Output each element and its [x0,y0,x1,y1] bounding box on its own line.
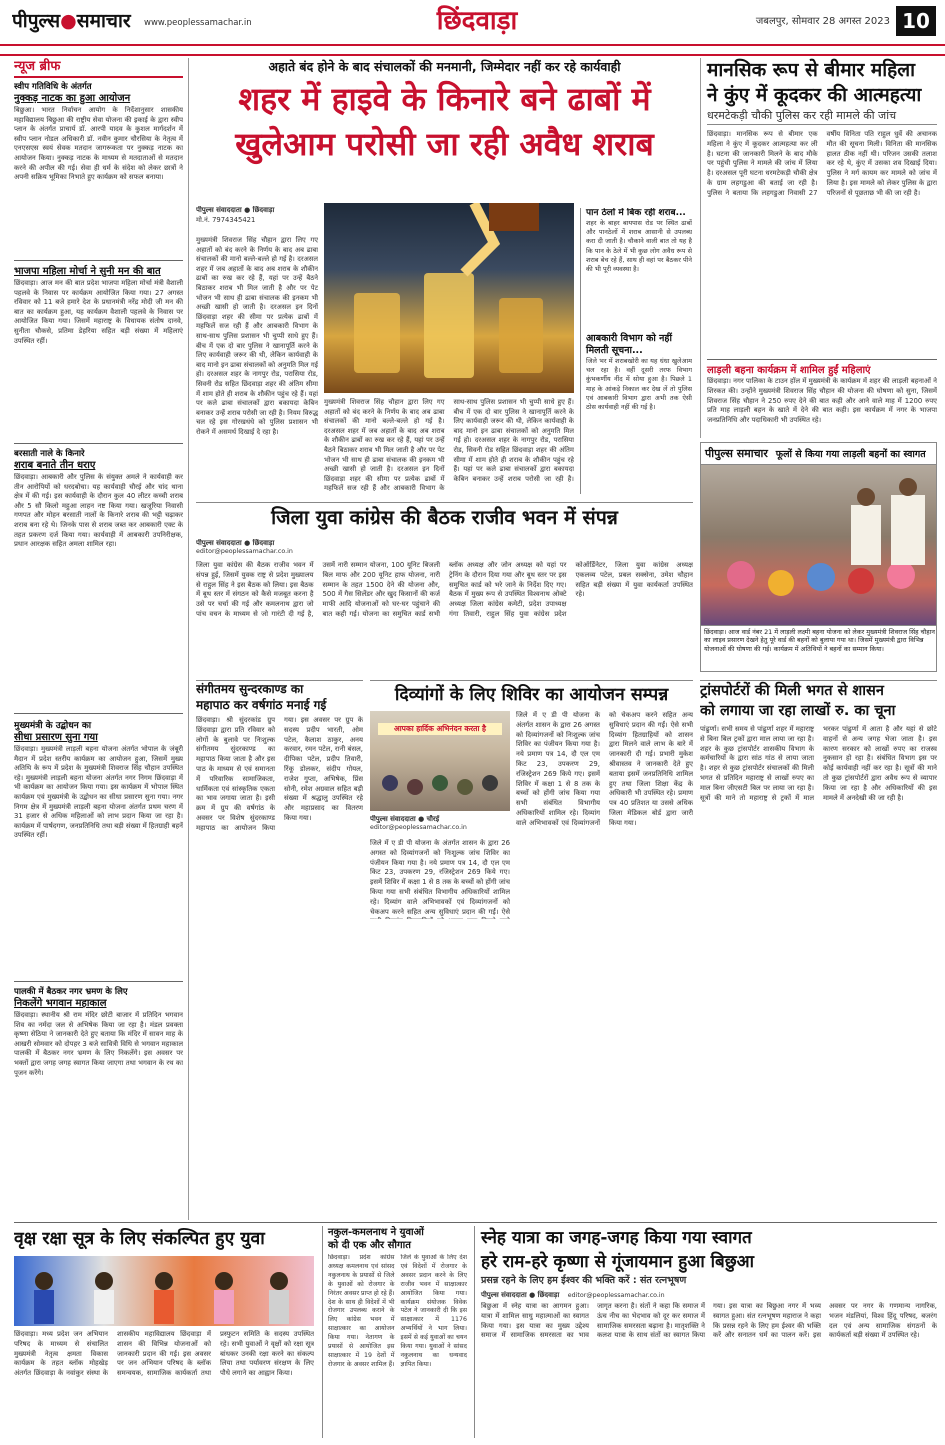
brief-body: छिंदवाड़ा। मुख्यमंत्री लाड़ली बहना योजना अंतर्गत भोपाल के जंबूरी मैदान में प्रदेश स्तरीय कार्यक्रम का आयोजन हुआ, जिसमें मुख्य अतिथि के रूप में प्रदेश के मुख्यमंत्री शिवराज सिंह चौहान उपस्थित रहे। मुख्यमंत्री लाड़ली बहना योजना अंतर्गत नगर निगम छिंदवाड़ा में भी कार्यक्रम का आयोजन किया गया। इस कार्यक्रम में भोपाल स्थित कार्यक्रम एवं मुख्यमंत्री के उद्बोधन का सीधा प्रसारण सुना गया। नगर निगम क्षेत्र में मुख्यमंत्री लाड़ली बहना योजना अंतर्गत प्रथम चरण में 31 हजार से अधिक महिलाओं को लाभ प्रदान किया जा रहा है। कार्यक्रम में पार्षदगण, जनप्रतिनिधि तथा बड़ी संख्या में हितग्राही बहनें उपस्थित रहीं। [14,745,183,840]
lead-title-2: खुलेआम परोसी जा रही अवैध शराब [235,125,654,163]
lead-body-left: मुख्यमंत्री शिवराज सिंह चौहान द्वारा लिए गए अहातों को बंद करने के निर्णय के बाद अब ढाबा संचालकों की मानो बल्ले-बल्ले हो गई है। दरअसल शहर में जब अहातों के बाद अब शराब के शौकीन ढाबों का रुख कर रहे हैं, यहां पर उन्हें बैठने बिठाकर शराब भी मिल जाती है और पर पेट भोजन भी साथ ही ढाबा संचालक की इनकम भी अच्छी खासी हो जाती है। दरअसल इन दिनों छिंदवाड़ा शहर की सीमा पर प्रत्येक ढाबों में महफिलें सज रही हैं और आबकारी विभाग के साथ-साथ पुलिस प्रशासन भी चुप्पी साधे हुए हैं। बीच में एक दो बार पुलिस ने खानापूर्ति करने के लिए कार्यवाही जरूर की थी, लेकिन कार्यवाही के बाद मानो इन ढाबा संचालकों को अनुमति मिल गई हो। दरअसल शहर के नागपुर रोड, परासिया रोड, सिवनी रोड सहित छिंदवाड़ा शहर की अंतिम सीमा में शाम होते ही शराब के शौकीन पहुंच रहे हैं। यहां पर कले ढाबा संचालकों द्वारा बकायदा केबिन बनाकर उन्हें शराब परोसी जा रही है। नियम विरुद्ध चल रहे इस गोरखधंधे को पुलिस प्रशासन भी रोकने में असमर्थ दिखाई दे रहा है। [196,236,318,436]
divyang-story [370,680,693,920]
tree-photo [14,1256,314,1326]
sidebox-title-1: पान ठेलों में बिक रही शराब... [586,208,686,218]
city: छिंदवाड़ा [537,1291,560,1299]
brief-kicker: स्वीप गतिविधि के अंतर्गत [14,82,92,92]
brief-body: छिंदवाड़ा। आज मन की बात प्रदेश भाजपा महिला मोर्चा मंत्री वैशाली पहलवे के निवास पर कार्यक्रम आयोजित किया गया। 27 अगस्त रविवार को 11 बजे हमारे देश के प्रधानमंत्री नरेंद्र मोदी जी मन की बात का कार्यक्रम हुआ, यह कार्यक्रम वैशाली पहलवे के निवास पर आयोजित किया गया। जिसमें महाराष्ट्र के विधायक संतोष दानवे, सुनीता चौकसे, प्रतिमा डेहरिया सहित बड़ी संख्या में महिलाएं उपस्थित रहीं। [14,279,183,345]
email[interactable]: editor@peoplessamachar.co.in [196,548,293,555]
audience-illustration [370,711,510,811]
brief-title: सीधा प्रसारण सुना गया [14,732,98,743]
congress-body: जिला युवा कांग्रेस की बैठक राजीव भवन में संपन्न हुई, जिसमें युवक राष्ट्र से प्रदेश मुख्यालय से राहुल सिंह ने इस बैठक को लिया। इस बैठक में बूथ स्तर में संगठन को कैसे मजबूत करना है उसे पर चर्चा की गई और कमलनाथ द्वारा जो पांच वचन के माध्यम से जो गारंटी दी गई है, उसमें नारी सम्मान योजना, 100 यूनिट बिजली बिल माफ और 200 यूनिट हाफ योजना, नारी सम्मान के तहत 1500 देने की योजना और, 500 में गैस सिलेंडर और खुद किसानों की कर्ज माफी आदि योजनाओं को घर-घर पहुंचाने की बात कही गई। योजना का समुचित कार्ड सभी ब्लॉक अध्यक्ष और जोन अध्यक्ष को यहां पर ट्रेनिंग के दौरान दिया गया और बूथ स्तर पर इस समुचित कार्ड को भरे जाने के निर्देश दिए गए। बैठक में मुख्य रूप से उपस्थित विश्वनाथ ओक्टे अध्यक्ष जिला कांग्रेस कमेटी, प्रदेश उपाध्यक्ष गंगा तिवारी, राहुल सिंह युवा कांग्रेस प्रदेश कोऑर्डिनेटर, जिला युवा कांग्रेस अध्यक्ष एकलव्य पटेल, प्रबल सक्सेना, उमेश चौहान सहित बड़ी संख्या में युवा कार्यकर्ता उपस्थित रहे। [196,561,693,618]
sneh-subhead: प्रसन्न रहने के लिए हम ईश्वर की भक्ति करें : संत रत्नभूषण [481,1275,687,1286]
city-title: छिंदवाड़ा [436,6,518,36]
transport-title-1: ट्रांसपोर्टरों की मिली भगत से शासन [700,683,884,699]
masthead-rule [0,44,945,46]
divyang-byline: पीपुल्स संवाददाता ● चौरई editor@peoplessamachar.co.in [370,815,510,837]
suicide-subhead: धरमटेकड़ी चौकी पुलिस कर रही मामले की जांच [707,108,937,125]
reporter: पीपुल्स संवाददाता [481,1291,527,1299]
nakul-body: छिंदवाड़ा। प्रदेश कांग्रेस अध्यक्ष कमलनाथ एवं सांसद नकुलनाथ के प्रयासों से जिले के युवाओं को रोजगार के निरंतर अवसर प्राप्त हो रहे हैं। देश के साथ ही विदेशों में भी रोजगार उपलब्ध कराने के लिए कांग्रेस भवन में साक्षात्कार का आयोजन किया गया। नेतागण के प्रयासों से आयोजित इस साक्षात्कार में 19 देशों में रोजगार के अवसर शामिल हैं। जिले के युवाओं के लिए देश एवं विदेशों में रोजगार के अवसर प्रदान करने के लिए राजीव भवन में साक्षात्कार आयोजित किया गया। कार्यक्रम संयोजक विवेक पटेल ने जानकारी दी कि इस साक्षात्कार में 1176 अभ्यर्थियों ने भाग लिया। इसमें से कई युवाओं का चयन किया गया। युवाओं ने सांसद नकुलनाथ का धन्यवाद ज्ञापित किया। [328,1254,467,1368]
congress-title: जिला युवा कांग्रेस की बैठक राजीव भवन में संपन्न [271,506,618,529]
lead-kicker: अहाते बंद होने के बाद संचालकों की मनमानी, जिम्मेदार नहीं कर रहे कार्यवाही [268,59,621,74]
divider [14,260,183,261]
liquor-glass-illustration [324,203,574,393]
tree-body: छिंदवाड़ा। मध्य प्रदेश जन अभियान परिषद के माध्यम से संचालित मुख्यमंत्री नेतृत्व क्षमता विकास कार्यक्रम के तहत ब्लॉक मोहखेड़ अंतर्गत छिंदवाड़ा के नवांकुर संस्था के शासकीय महाविद्यालय छिंदवाड़ा में शासन की विभिन्न योजनाओं को जानकारी प्रदान की गई। इस अवसर पर जन अभियान परिषद के ब्लॉक समन्वयक, सामाजिक कार्यकर्ता तथा प्रस्फुटन समिति के सदस्य उपस्थित रहे। सभी युवाओं ने वृक्षों को रक्षा सूत्र बांधकर उनकी रक्षा करने का संकल्प लिया तथा पर्यावरण संरक्षण के लिए पौधे लगाने का आह्वान किया। [14,1330,314,1378]
nakul-story [322,1226,467,1438]
reporter: पीपुल्स संवाददाता [196,539,242,547]
email[interactable]: editor@peoplessamachar.co.in [567,1292,665,1299]
sneh-title-2: हरे राम-हरे कृष्णा से गूंजायमान हुआ बिछुआ [481,1252,755,1272]
city: चौरई [426,815,440,823]
brief-kicker: मुख्यमंत्री के उद्बोधन का [14,721,92,731]
photo-caption: छिंदवाड़ा। आज वार्ड नंबर 21 में लाड़ली लक्ष्मी बहना योजना को लेकर मुख्यमंत्री शिवराज सिंह चौहान का लाइव प्रसारण देखने हेतु पूरे वार्ड की बहनों को बुलाया गया था। जिसमें मुख्यमंत्री द्वारा विभिन्न योजनाओं की घोषणा की गई। कार्यक्रम में अतिथियों ने बहनों का सम्मान किया। [701,625,937,671]
city: छिंदवाड़ा [252,539,275,547]
city: छिंदवाड़ा [252,206,275,214]
brief-title: नुक्कड़ नाटक का हुआ आयोजन [14,93,131,104]
nakul-title-2: को दी एक और सौगात [328,1240,411,1251]
divider [14,713,183,714]
brief-item [14,986,183,1211]
sneh-body: बिछुआ में स्नेह यात्रा का आगमन हुआ। यात्रा में शामिल साधु महात्माओं का स्वागत किया गया। इस यात्रा का मुख्य उद्देश्य समाज में सामाजिक समरसता का भाव जागृत करना है। संतों ने कहा कि समाज में ऊंच नीच का भेदभाव को दूर कर समाज में सामाजिक समरसता बढ़ाना है। मातृशक्ति ने कलश यात्रा के साथ संतों का स्वागत किया गया। इस यात्रा का बिछुआ नगर में भव्य स्वागत हुआ। संत रत्नभूषण महाराज ने कहा कि प्रसन्न रहने के लिए हम ईश्वर की भक्ति करें और सनातन धर्म का पालन करें। इस अवसर पर नगर के गणमान्य नागरिक, भजन मंडलियां, विश्व हिंदू परिषद, बजरंग दल एवं अन्य सामाजिक संगठनों के कार्यकर्ता बड़ी संख्या में उपस्थित रहे। [481,1302,937,1340]
nakul-title-1: नकुल-कमलनाथ ने युवाओं [328,1227,424,1238]
divyang-body-left: जिले में ए डी पी योजना के अंतर्गत शासन के द्वारा 26 अगस्त को दिव्यांगजनों को निःशुल्क जांच शिविर का पंजीयन किया गया है। नये प्रमाण पत्र 14, दौ एल एम किट 23, उपकरण 29, रजिस्ट्रेशन 269 किये गए। इसमें शिविर में कक्षा 1 से 8 तक के बच्चों को होंगी जांच किया गया सभी संबंधित विभागीय अधिकारियों शामिल रहे। दिव्यांग वाले अभिभावकों एवं दिव्यांगजनों को चेकअप करने सहित अन्य सुविधाएं प्रदान की गईं। ऐसे [370,839,510,916]
lead-byline-box [196,206,316,230]
brief-body: छिंदवाड़ा। स्थानीय श्री राम मंदिर छोटी बाजार में प्रतिदिन भगवान शिव का नर्मदा जल से अभिषेक किया जा रहा है। मंडल प्रवक्ता कृष्णा सेठिया ने जानकारी देते हुए बताया कि मंदिर में सावन माह के आखरी सोमवार को दोपहर 3 बजे सावित्री विधि से भगवान महाकाल पालकी में बैठकर नगर भ्रमण के लिए निकलेंगे। इस अवसर पर भक्तों द्वारा जगह जगह स्वागत किया जाएगा तथा भगवान के रथ का पूजन करेंगे। [14,1011,183,1077]
photo-story-header [701,443,937,465]
brief-body: बिछुआ। भारत निर्वाचन आयोग के निर्देशानुसार शासकीय महाविद्यालय बिछुआ की राष्ट्रीय सेवा योजना की इकाई के द्वारा स्वीप प्लान के अंतर्गत प्राचार्य डॉ. आरपी यादव के कुशल मार्गदर्शन में स्वीप प्लान नोडल अधिकारी डॉ. नवीन कुमार चौरसिया के नेतृत्व में एनएसएस स्वयं सेवक मतदान जागरूकता पर नुक्कड़ नाटक का आयोजन किया। नुक्कड़ नाटक के माध्यम से मतदाताओं से मतदान करने की अपील की गई। सेवा ही धर्म के संदेश को लेकर छात्रों ने अपनी सक्रिय भूमिका निभाते हुए कार्यक्रम को सफल बनाया। [14,106,183,182]
congress-byline: पीपुल्स संवाददाता ● छिंदवाड़ा editor@peoplessamachar.co.in [196,539,316,559]
masthead [0,0,945,56]
crowd-illustration [701,465,937,625]
photo-story [700,442,937,672]
banner-text: आपका हार्दिक अभिनंदन करता है [378,723,502,735]
sidebox-body-1: शहर के बाहर बायपास रोड पर स्थित ढाबों और पानठेलों में शराब आसानी से उपलब्ध करा दी जाती है। चौकाने वाली बात तो यह है कि पान के ठेले में भी कुछ लोग अवैध रूप से शराब बेच रहे हैं, साथ ही वहां पर बैठकर पीने की भी पूरी व्यवस्था है। [586,219,692,274]
brief-body: छिंदवाड़ा। आबकारी और पुलिस के संयुक्त अमले ने कार्यवाही कर तीन आरोपियों को धरदबोचा। यह कार्यवाही चौरई और चांद थाना क्षेत्र में की गई। इस कार्यवाही के दौरान कुल 40 लीटर कच्ची शराब और 5 सौ किलो महुआ लाहन नष्ट किया गया। खजूरिया निवासी गणपत और मोहन बरसाती नालों के किनारे शराब की भट्टी चढ़ाकर शराब बना रहे थे। जिनके पास से शराब जब्त कर आबकारी एक्ट के तहत प्रकरण दर्ज किया गया। कार्यवाही में आबकारी उपनिरीक्षक, प्रधान आरक्षक सहित अमला शामिल रहा। [14,473,183,549]
brand-logo [12,6,142,36]
sidebox-title-2: आबकारी विभाग को नहीं मिलती सूचना... [586,333,672,356]
lead-photo [324,203,574,393]
sundarkand-body: छिंदवाड़ा। श्री सुंदरकांड ग्रुप छिंदवाड़ा द्वारा प्रति रविवार को लोगों के बुलावे पर निःशुल्क संगीतमय सुंदरकाण्ड का महापाठ किया जाता है और इस पाठ के माध्यम से एवं समानता में परिवारिक सामाजिकता, धार्मिकता एवं सांस्कृतिक एकता का भाव जगाया जाता है। इसी क्रम में ग्रुप की वर्षगांठ के अवसर पर विशेष सुंदरकाण्ड महापाठ का आयोजन किया गया। इस अवसर पर ग्रुप के सदस्य प्रदीप भारती, ओम पटेल, कैलाश ठाकुर, अनय करवार, रमन पटेल, रानी बंसल, दीपिका पटेल, प्रदीप तिवारी, रिंकू डोलकर, संदीप गोयल, राजेश गुप्ता, अभिषेक, प्रिंस सोनी, रमेश अग्रवाल सहित बड़ी संख्या में श्रद्धालु उपस्थित रहे और महाप्रसाद का वितरण किया गया। [196,716,363,832]
sidebox [580,208,692,494]
brief-kicker: पालकी में बैठकर नगर भ्रमण के लिए [14,987,128,997]
divyang-body-right: जिले में ए डी पी योजना के अंतर्गत शासन के द्वारा 26 अगस्त को दिव्यांगजनों को निःशुल्क जांच शिविर का पंजीयन किया गया है। नये प्रमाण पत्र 14, दौ एल एम किट 23, उपकरण 29, रजिस्ट्रेशन 269 किये गए। इसमें शिविर में कक्षा 1 से 8 तक के बच्चों को होंगी जांच किया गया सभी संबंधित विभागीय अधिकारियों शामिल रहे। दिव्यांग वाले अभिभावकों एवं दिव्यांगजनों को चेकअप करने सहित अन्य सुविधाएं प्रदान की गईं। ऐसे सभी दिव्यांग हितग्राहियों को शासन द्वारा मिलने वाले लाभ के बारे में जानकारी दी गई। प्रभारी मुकेश श्रीवास्तव ने जानकारी देते हुए बताया इसमें जनप्रतिनिधि शामिल हुए तथा जिला शिक्षा केंद्र के अधिकारी भी उपस्थित रहे। प्रमाण पत्र 40 प्रतिशत या उससे अधिक जिला मेडिकल बोर्ड द्वारा जारी किया गया। [516,711,693,827]
dateline: जबलपुर, सोमवार 28 अगस्त 2023 [755,16,890,27]
transport-body: पांढुर्णा। सभी समय से पांढुर्णा शहर में महाराष्ट्र से बिना बिल ट्रकों द्वारा माल लाया जा रहा है। शहर के कुछ ट्रांसपोर्टर शासकीय विभाग के कर्मचारियों के द्वारा सांठ गांठ से लाया जाता है। शहर से कुछ ट्रांसपोर्टर संचालकों की मिली भगत से प्रतिदिन महाराष्ट्र से लाखों रुपए का माल बिना जीएसटी बिल पर लाया जा रहा है। सूत्रों की माने तो महाराष्ट्र से ट्रकों में माल भरकर पांढुर्णा में आता है और यहां से छोटे वाहनों से अन्य जगह भेजा जाता है। इस कारण सरकार को लाखों रुपए का राजस्व नुकसान हो रहा है। संबंधित विभाग इस पर कोई कार्यवाही नहीं कर रहा है। सूत्रों की माने तो कुछ ट्रांसपोर्टरों द्वारा अवैध रूप से व्यापार किया जा रहा है और अधिकारियों की इस मामले में अनदेखी की जा रही है। [700,725,937,802]
sneh-story [474,1226,937,1438]
reporter: पीपुल्स संवाददाता [196,206,242,214]
brand-name-2: समाचार [76,10,131,32]
congress-story [196,502,693,674]
divider [707,359,937,360]
transport-title-2: को लगाया जा रहा लाखों रु. का चूना [700,703,896,719]
sidebox-body-2: जिले भर में शराबखोरी का यह धंधा खुलेआम चल रहा है। वहीं दूसरी तरफ विभाग कुंभकर्णीय नींद में सोया हुआ है। पिछले 1 माह के आंकड़े निकाल कर देख लें तो पुलिस एवं आबकारी विभाग द्वारा अभी तक ऐसी ठोस कार्यवाही नहीं की गई है। [586,357,692,412]
brand-dot: ● [60,10,77,32]
brand-name: पीपुल्स [12,10,61,32]
suicide-body: छिंदवाड़ा। मानसिक रूप से बीमार एक महिला ने कुंए में कूदकर आत्महत्या कर ली है। घटना की जानकारी मिलने के बाद मौके पर पहुंची पुलिस ने मामले की जांच में लिया है। दरअसल पूरी घटना धरमटेकड़ी चौकी क्षेत्र के ग्राम लहगडुआ की बताई जा रही है। पुलिस ने बताया कि लहगडुआ निवासी 27 वर्षीय विनिता पति राहुल धुर्वे की अचानक मौत की सूचना मिली। विनिता की मानसिक हालत ठीक नहीं थी। परिजन उसकी तलाश कर रहे थे, कुंए में उसका शव दिखाई दिया। पुलिस ने मर्ग कायम कर मामले को जांच में लिया है। इस मामले को लेकर पुलिस के द्वारा परिजनों से पूछताछ भी की जा रही है। [707,130,937,197]
suicide-story [700,58,937,438]
news-brief-column [14,58,189,1220]
brief-title: शराब बनाते तीन धराए [14,460,96,471]
page-number: 10 [896,6,936,36]
tree-title: वृक्ष रक्षा सूत्र के लिए संकल्पित हुए युवा [14,1229,265,1249]
group-illustration [14,1256,314,1326]
divyang-photo [370,711,510,811]
lead-story [196,58,693,498]
suicide-title-2: ने कुंए में कूदकर की आत्महत्या [707,84,922,106]
tree-story [14,1226,314,1438]
brand-tag: पीपुल्स समाचार [705,447,768,460]
section-rule [14,1222,937,1223]
brief-title: निकलेंगे भगवान महाकाल [14,998,107,1009]
sundarkand-story [196,680,363,916]
brief-item [14,718,183,977]
lead-title-1: शहर में हाइवे के किनारे बने ढाबों में [238,80,651,118]
reporter: पीपुल्स संवाददाता [370,815,416,823]
photo-story-title: फूलों से किया गया लाड़ली बहनों का स्वागत [775,449,926,460]
email[interactable]: editor@peoplessamachar.co.in [370,824,467,831]
mobile: मो.नं. 7974345421 [196,216,256,224]
brief-title: भाजपा महिला मोर्चा ने सुनी मन की बात [14,266,161,277]
divyang-title: दिव्यांगों के लिए शिविर का आयोजन सम्पन्न [394,685,669,705]
brief-item [14,448,183,709]
sneh-byline: पीपुल्स संवाददाता ● छिंदवाड़ा editor@peoplessamachar.co.in [481,1291,665,1299]
lead-body-bottom: मुख्यमंत्री शिवराज सिंह चौहान द्वारा लिए गए अहातों को बंद करने के निर्णय के बाद अब ढाबा संचालकों की मानो बल्ले-बल्ले हो गई है। दरअसल शहर में जब अहातों के बाद अब शराब के शौकीन ढाबों का रुख कर रहे हैं, यहां पर उन्हें बैठने बिठाकर शराब भी मिल जाती है और पर पेट भोजन भी साथ ही ढाबा संचालक की इनकम भी अच्छी खासी हो जाती है। दरअसल इन दिनों छिंदवाड़ा शहर की सीमा पर प्रत्येक ढाबों में महफिलें सज रही हैं और आबकारी विभाग के साथ-साथ पुलिस प्रशासन भी चुप्पी साधे हुए हैं। बीच में एक दो बार पुलिस ने खानापूर्ति करने के लिए कार्यवाही जरूर की थी, लेकिन कार्यवाही के बाद मानो इन ढाबा संचालकों को अनुमति मिल गई हो। दरअसल शहर के नागपुर रोड, परासिया रोड, सिवनी रोड सहित छिंदवाड़ा शहर की अंतिम सीमा में शाम होते ही शराब के शौकीन पहुंच रहे हैं। यहां पर कले ढाबा संचालकों द्वारा बकायदा केबिन बनाकर उन्हें शराब परोसी जा रही है। [324,398,574,493]
sneh-title: स्नेह यात्रा का जगह-जगह किया गया स्वागत [481,1228,752,1248]
lead-byline: पीपुल्स संवाददाता ● छिंदवाड़ा [196,206,275,214]
brief-kicker: बरसाती नाले के किनारे [14,449,85,459]
ladli-photo [701,465,937,625]
ladli-brief-body: छिंदवाड़ा। नगर पालिका के टाउन हॉल में मुख्यमंत्री के कार्यक्रम में शहर की लाड़ली बहनाओं ने शिरकत की। उन्होंने मुख्यमंत्री शिवराज सिंह चौहान की योजना की घोषणा को सुना, जिसमें शिवराज सिंह चौहान ने 250 रुपए देने की बात कही और आने वाले माह में 1200 रुपए प्रति माह लाड़ली बहन के खाते में देने की बात कही। इस कार्यक्रम में नगर के भाजपा जनप्रतिनिधि और पदाधिकारी भी उपस्थित रहे। [707,377,937,425]
news-brief-label: न्यूज ब्रीफ [14,58,183,78]
brief-item [14,81,183,256]
divider [14,443,183,444]
sundarkand-title-1: संगीतमय सुन्दरकाण्ड का [196,682,304,696]
site-url[interactable]: www.peoplessamachar.in [144,18,252,28]
ladli-brief-title: लाड़ली बहना कार्यक्रम में शामिल हुईं महिलाएं [707,365,871,376]
divider [14,981,183,982]
transport-story [700,680,937,920]
brief-item [14,265,183,439]
sundarkand-title-2: महापाठ कर वर्षगांठ मनाई गई [196,698,327,712]
suicide-title-1: मानसिक रूप से बीमार महिला [707,59,916,81]
